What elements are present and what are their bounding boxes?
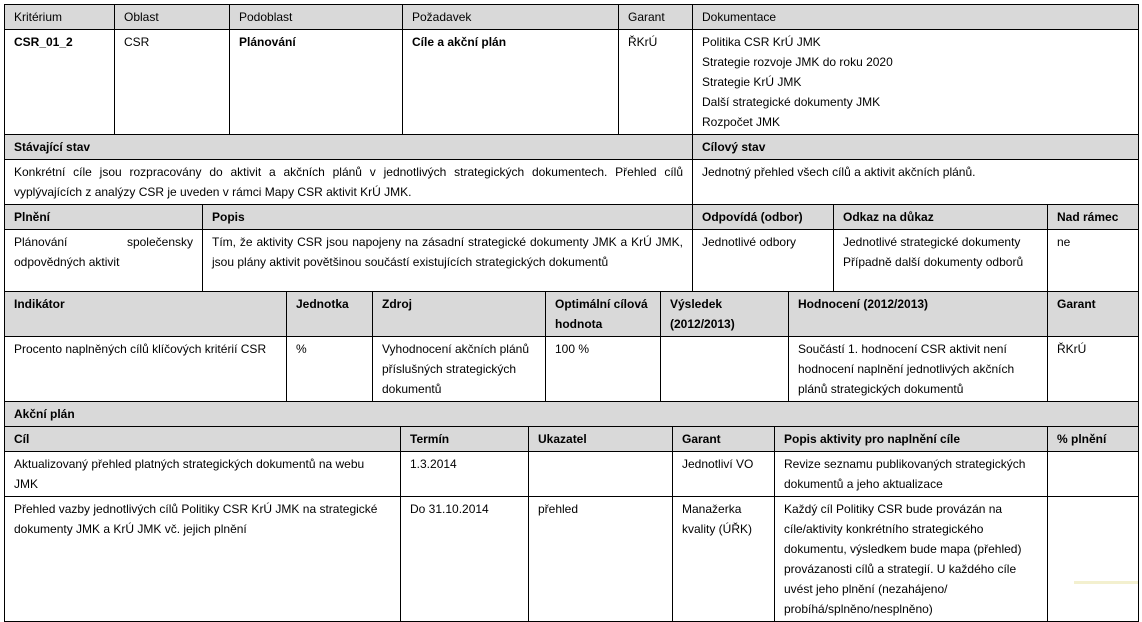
pozadavek-header: Požadavek — [403, 5, 619, 30]
popis-aktivity-value: Revize seznamu publikovaných strategických dokumentů a jeho aktualizace — [775, 452, 1048, 497]
stavajici-stav-text: Konkrétní cíle jsou rozpracovány do aktivit a akčních plánů v jednotlivých strategických dokumentech. Přehled cílů vyplývajících z analýzy CSR je uveden v rámci Mapy CSR aktivit KrÚ JMK. — [5, 160, 693, 205]
state-row — [5, 160, 1139, 205]
action-plan-row — [5, 497, 1139, 622]
termin-value: 1.3.2014 — [401, 452, 529, 497]
vysledek-value — [661, 337, 789, 402]
cil-value: Aktualizovaný přehled platných strategických dokumentů na webu JMK — [5, 452, 401, 497]
ukazatel-header: Ukazatel — [529, 427, 673, 452]
cil-header: Cíl — [5, 427, 401, 452]
cilovy-stav-header: Cílový stav — [693, 135, 1139, 160]
action-plan-header-row — [5, 427, 1139, 452]
state-table — [4, 134, 1139, 205]
odpovida-value: Jednotlivé odbory — [693, 230, 834, 292]
dokumentace-header: Dokumentace — [693, 5, 1139, 30]
nad-ramec-header: Nad rámec — [1048, 205, 1139, 230]
kriterium-header: Kritérium — [5, 5, 115, 30]
indicator-row — [5, 337, 1139, 402]
kriterium-value: CSR_01_2 — [5, 30, 115, 135]
action-plan-title-row — [5, 402, 1139, 427]
garant-value: ŘKrÚ — [619, 30, 693, 135]
odpovida-header: Odpovídá (odbor) — [693, 205, 834, 230]
zdroj-value: Vyhodnocení akčních plánů příslušných strategických dokumentů — [373, 337, 546, 402]
criterion-header-row — [5, 5, 1139, 30]
jednotka-header: Jednotka — [287, 292, 373, 337]
procento-plneni-value — [1048, 497, 1139, 622]
optimalni-header: Optimální cílová hodnota — [546, 292, 661, 337]
indicator-garant-value: ŘKrÚ — [1048, 337, 1139, 402]
garant-header: Garant — [619, 5, 693, 30]
dokumentace-item: Strategie KrÚ JMK — [702, 75, 802, 89]
action-plan-title: Akční plán — [5, 402, 1139, 427]
action-plan-table — [4, 401, 1139, 622]
stavajici-stav-header: Stávající stav — [5, 135, 693, 160]
fulfilment-header-row — [5, 205, 1139, 230]
action-garant-value: Jednotliví VO — [673, 452, 775, 497]
popis-aktivity-value: Každý cíl Politiky CSR bude provázán na cíle/aktivity konkrétního strategického dokumentu, výsledkem bude mapa (přehled) provázanosti cílů a strategií. U každého cíle uvést jeho plnění (nezahájeno/ probíhá/splněno/nesplněno) — [775, 497, 1048, 622]
odkaz-item: Jednotlivé strategické dokumenty — [843, 235, 1021, 249]
action-garant-value: Manažerka kvality (ÚŘK) — [673, 497, 775, 622]
dokumentace-list — [693, 30, 1139, 135]
vysledek-header: Výsledek (2012/2013) — [661, 292, 789, 337]
popis-aktivity-header: Popis aktivity pro naplnění cíle — [775, 427, 1048, 452]
cilovy-stav-text: Jednotný přehled všech cílů a aktivit akčních plánů. — [693, 160, 1139, 205]
odkaz-item: Případně další dokumenty odborů — [843, 255, 1024, 269]
csr-criterion-sheet — [4, 4, 1138, 622]
popis-header: Popis — [203, 205, 693, 230]
indicator-garant-header: Garant — [1048, 292, 1139, 337]
termin-value: Do 31.10.2014 — [401, 497, 529, 622]
indicator-header-row — [5, 292, 1139, 337]
jednotka-value: % — [287, 337, 373, 402]
criterion-table — [4, 4, 1139, 135]
pozadavek-value: Cíle a akční plán — [403, 30, 619, 135]
podoblast-header: Podoblast — [230, 5, 403, 30]
oblast-value: CSR — [115, 30, 230, 135]
fulfilment-table — [4, 204, 1139, 292]
indikator-header: Indikátor — [5, 292, 287, 337]
procento-plneni-header: % plnění — [1048, 427, 1139, 452]
podoblast-value: Plánování — [230, 30, 403, 135]
plneni-header: Plnění — [5, 205, 203, 230]
hodnoceni-header: Hodnocení (2012/2013) — [789, 292, 1048, 337]
plneni-value: Plánování společensky odpovědných aktivit — [5, 230, 203, 292]
odkaz-value — [834, 230, 1048, 292]
hodnoceni-value: Součástí 1. hodnocení CSR aktivit není hodnocení naplnění jednotlivých akčních plánů strategických dokumentů — [789, 337, 1048, 402]
ukazatel-value — [529, 452, 673, 497]
nad-ramec-value: ne — [1048, 230, 1139, 292]
oblast-header: Oblast — [115, 5, 230, 30]
procento-plneni-value — [1048, 452, 1139, 497]
zdroj-header: Zdroj — [373, 292, 546, 337]
dokumentace-item: Politika CSR KrÚ JMK — [702, 35, 821, 49]
odkaz-header: Odkaz na důkaz — [834, 205, 1048, 230]
optimalni-value: 100 % — [546, 337, 661, 402]
ukazatel-value: přehled — [529, 497, 673, 622]
action-garant-header: Garant — [673, 427, 775, 452]
dokumentace-item: Strategie rozvoje JMK do roku 2020 — [702, 55, 893, 69]
action-plan-row — [5, 452, 1139, 497]
termin-header: Termín — [401, 427, 529, 452]
popis-value: Tím, že aktivity CSR jsou napojeny na zásadní strategické dokumenty JMK a KrÚ JMK, jsou plány aktivit povětšinou součástí existujících strategických dokumentů — [203, 230, 693, 292]
indicator-table — [4, 291, 1139, 402]
fulfilment-row — [5, 230, 1139, 292]
criterion-row — [5, 30, 1139, 135]
dokumentace-item: Další strategické dokumenty JMK — [702, 95, 881, 109]
dokumentace-item: Rozpočet JMK — [702, 115, 781, 129]
indikator-value: Procento naplněných cílů klíčových kritérií CSR — [5, 337, 287, 402]
cil-value: Přehled vazby jednotlivých cílů Politiky CSR KrÚ JMK na strategické dokumenty JMK a KrÚ JMK vč. jejich plnění — [5, 497, 401, 622]
state-header-row — [5, 135, 1139, 160]
